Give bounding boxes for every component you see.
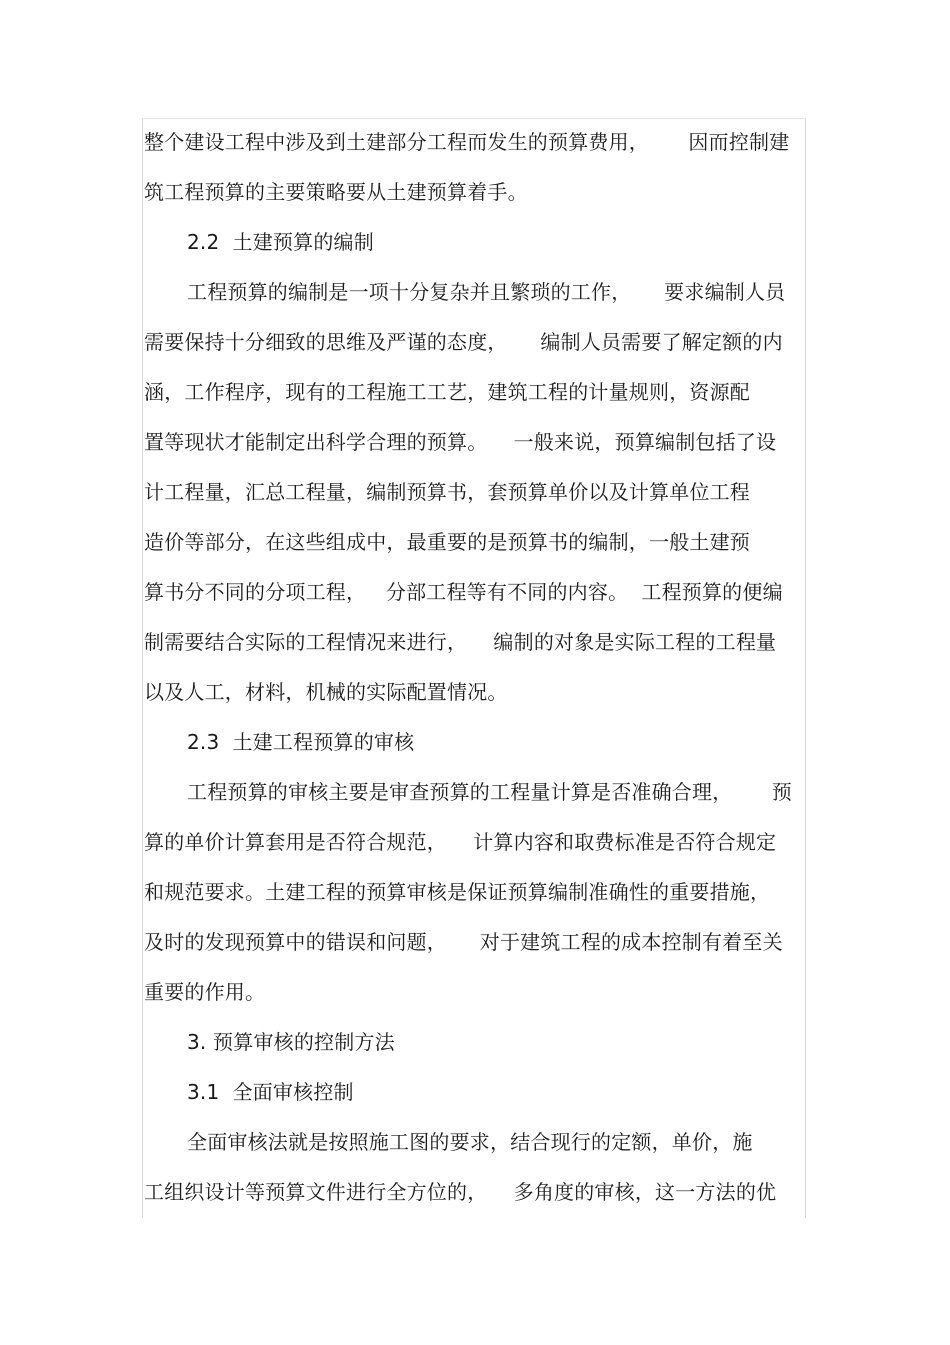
text-line: 筑工程预算的主要策略要从土建预算着手。 <box>144 180 528 204</box>
text-line: 整个建设工程中涉及到土建部分工程而发生的预算费用， 因而控制建 <box>144 130 790 154</box>
text-line: 重要的作用。 <box>144 980 266 1004</box>
text-line: 工程预算的编制是一项十分复杂并且繁琐的工作， 要求编制人员 <box>187 280 786 304</box>
section-heading: 3. 预算审核的控制方法 <box>187 1030 395 1054</box>
section-heading: 2.3 土建工程预算的审核 <box>187 730 415 754</box>
text-line: 置等现状才能制定出科学合理的预算。 一般来说，预算编制包括了设 <box>144 430 777 454</box>
text-line: 涵，工作程序，现有的工程施工工艺，建筑工程的计量规则，资源配 <box>144 380 750 404</box>
text-line: 制需要结合实际的工程情况来进行， 编制的对象是实际工程的工程量 <box>144 630 777 654</box>
text-line: 需要保持十分细致的思维及严谨的态度， 编制人员需要了解定额的内 <box>144 330 783 354</box>
text-line: 及时的发现预算中的错误和问题， 对于建筑工程的成本控制有着至关 <box>144 930 783 954</box>
text-line: 全面审核法就是按照施工图的要求，结合现行的定额，单价，施 <box>187 1130 753 1154</box>
text-line: 计工程量，汇总工程量，编制预算书，套预算单价以及计算单位工程 <box>144 480 750 504</box>
text-line: 和规范要求。土建工程的预算审核是保证预算编制准确性的重要措施， <box>144 880 771 904</box>
text-line: 工组织设计等预算文件进行全方位的， 多角度的审核，这一方法的优 <box>144 1180 777 1204</box>
text-line: 造价等部分，在这些组成中，最重要的是预算书的编制，一般土建预 <box>144 530 750 554</box>
text-line: 工程预算的审核主要是审查预算的工程量计算是否准确合理， 预 <box>187 780 792 804</box>
section-heading: 3.1 全面审核控制 <box>187 1080 354 1104</box>
text-line: 以及人工，材料，机械的实际配置情况。 <box>144 680 508 704</box>
text-line: 算的单价计算套用是否符合规范， 计算内容和取费标准是否符合规定 <box>144 830 777 854</box>
text-line: 算书分不同的分项工程， 分部工程等有不同的内容。 工程预算的便编 <box>144 580 783 604</box>
section-heading: 2.2 土建预算的编制 <box>187 230 374 254</box>
